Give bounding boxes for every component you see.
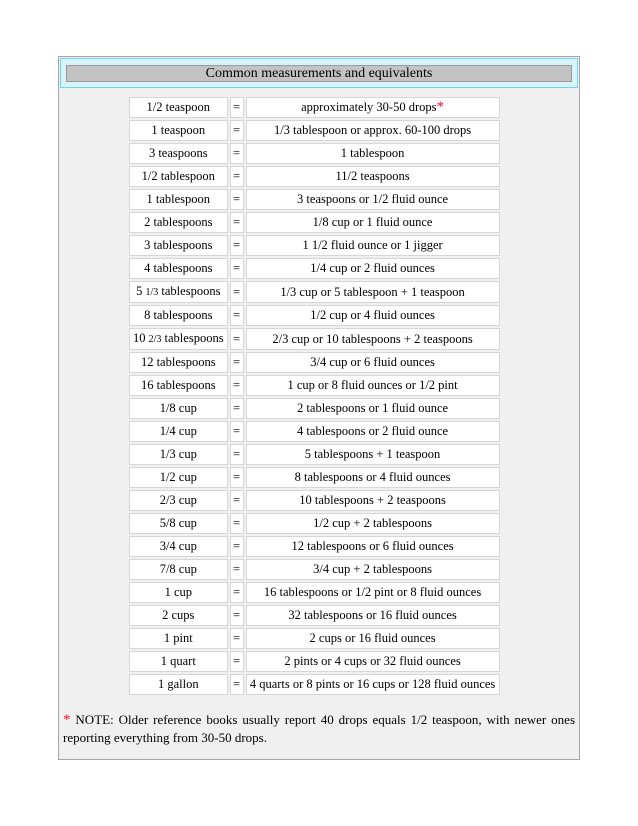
equivalent-cell [246,235,500,256]
equivalent-text: 16 tablespoons or 1/2 pint or 8 fluid ounces [263,585,482,599]
footnote-asterisk: * [63,712,71,728]
asterisk-mark: * [436,99,444,115]
amount-cell: 1/2 tablespoon [129,166,228,187]
equivalent-text: 1 cup or 8 fluid ounces or 1/2 pint [287,378,458,392]
equivalent-cell [246,212,500,233]
amount-cell: 2 cups [129,605,228,626]
equals-cell: = [230,143,244,164]
equals-cell: = [230,166,244,187]
equivalent-text: 1 1/2 fluid ounce or 1 jigger [302,238,443,252]
equivalent-cell [246,120,500,141]
equivalent-text: 4 quarts or 8 pints or 16 cups or 128 fluid ounces [249,677,496,691]
equivalent-cell [246,97,500,118]
equals-cell: = [230,258,244,279]
amount-part: tablespoons [161,284,221,298]
equals-cell: = [230,605,244,626]
table-row [129,467,500,488]
equivalent-text: 2 pints or 4 cups or 32 fluid ounces [284,654,461,668]
equivalents-table [127,95,502,697]
equivalents-table-body [129,97,500,695]
equivalent-cell [246,490,500,511]
equals-cell: = [230,536,244,557]
equivalent-cell [246,258,500,279]
equivalent-cell [246,305,500,326]
table-row [129,258,500,279]
amount-cell: 3/4 cup [129,536,228,557]
equals-cell: = [230,212,244,233]
table-row [129,444,500,465]
equals-cell: = [230,513,244,534]
equivalent-cell [246,674,500,695]
amount-cell: 1 teaspoon [129,120,228,141]
table-row [129,97,500,118]
equivalent-cell [246,398,500,419]
equivalent-text: 2/3 cup or 10 tablespoons + 2 teaspoons [272,331,473,346]
equivalent-text: 1/4 cup or 2 fluid ounces [310,261,435,275]
equivalent-text: 4 tablespoons or 2 fluid ounce [297,424,449,438]
equals-cell: = [230,281,244,303]
equivalent-cell [246,467,500,488]
table-row [129,559,500,580]
equivalent-cell [246,536,500,557]
table-row [129,421,500,442]
equivalent-text: 2 cups or 16 fluid ounces [309,631,436,645]
equivalent-text: 1/3 tablespoon or approx. 60-100 drops [273,123,472,137]
equals-cell: = [230,375,244,396]
equivalent-cell [246,281,500,303]
equivalent-text: 1/3 cup or 5 tablespoon + 1 teaspoon [280,284,465,299]
equals-cell: = [230,421,244,442]
amount-part: 10 [133,331,146,345]
amount-cell: 1 gallon [129,674,228,695]
amount-cell: 1 tablespoon [129,189,228,210]
table-row [129,398,500,419]
equals-cell: = [230,305,244,326]
amount-cell: 12 tablespoons [129,352,228,373]
amount-cell: 1/2 cup [129,467,228,488]
panel-title: Common measurements and equivalents [66,65,572,82]
amount-cell [129,281,228,303]
equivalent-text: 12 tablespoons or 6 fluid ounces [291,539,454,553]
amount-cell: 1/3 cup [129,444,228,465]
title-band [60,58,578,88]
amount-cell: 7/8 cup [129,559,228,580]
equivalent-cell [246,513,500,534]
equivalent-cell [246,143,500,164]
equivalent-text: 10 tablespoons + 2 teaspoons [299,493,446,507]
equivalent-text: 5 tablespoons + 1 teaspoon [304,447,441,461]
equivalent-cell [246,582,500,603]
measurements-panel [58,56,580,760]
table-row [129,582,500,603]
table-row [129,235,500,256]
equivalent-cell [246,559,500,580]
equivalent-cell [246,651,500,672]
table-row [129,281,500,303]
table-row [129,189,500,210]
equivalent-cell [246,189,500,210]
equivalent-text: 1/8 cup or 1 fluid ounce [312,215,433,229]
equals-cell: = [230,120,244,141]
equivalent-text: 1 tablespoon [340,146,405,160]
equivalent-text: 11/2 teaspoons [335,169,410,183]
amount-cell: 1/8 cup [129,398,228,419]
equals-cell: = [230,189,244,210]
equals-cell: = [230,235,244,256]
table-row [129,674,500,695]
amount-cell: 8 tablespoons [129,305,228,326]
amount-cell: 3 tablespoons [129,235,228,256]
equals-cell: = [230,444,244,465]
equivalent-cell [246,375,500,396]
equivalent-cell [246,352,500,373]
amount-cell: 1 quart [129,651,228,672]
table-row [129,375,500,396]
amount-cell: 1 cup [129,582,228,603]
amount-cell: 3 teaspoons [129,143,228,164]
amount-part: tablespoons [164,331,224,345]
table-row [129,605,500,626]
amount-part: 5 [136,284,143,298]
amount-cell [129,328,228,350]
equals-cell: = [230,674,244,695]
equivalent-text: 2 tablespoons or 1 fluid ounce [297,401,449,415]
equivalent-text: 3 teaspoons or 1/2 fluid ounce [297,192,449,206]
equivalent-text: 3/4 cup + 2 tablespoons [313,562,432,576]
equivalent-cell [246,166,500,187]
footnote-text: NOTE: Older reference books usually report 40 drops equals 1/2 teaspoon, with newer ones reporting everything from 30-50 drops. [63,712,576,745]
equivalent-cell [246,421,500,442]
amount-part: 2/3 [148,334,162,345]
equals-cell: = [230,398,244,419]
equals-cell: = [230,559,244,580]
equals-cell: = [230,352,244,373]
table-row [129,328,500,350]
table-row [129,305,500,326]
equivalent-cell [246,444,500,465]
amount-cell: 1/4 cup [129,421,228,442]
table-row [129,628,500,649]
amount-cell: 16 tablespoons [129,375,228,396]
table-row [129,490,500,511]
amount-cell: 1/2 teaspoon [129,97,228,118]
equivalent-text: 1/2 cup or 4 fluid ounces [310,308,435,322]
amount-part: 1/3 [145,287,159,298]
table-row [129,513,500,534]
equivalent-text: 8 tablespoons or 4 fluid ounces [294,470,451,484]
amount-cell: 5/8 cup [129,513,228,534]
equals-cell: = [230,651,244,672]
equivalent-text: 1/2 cup + 2 tablespoons [313,516,432,530]
amount-cell: 1 pint [129,628,228,649]
table-row [129,166,500,187]
equivalent-text: approximately 30-50 drops [301,100,437,114]
amount-cell: 2 tablespoons [129,212,228,233]
table-row [129,352,500,373]
table-wrap [127,95,502,697]
amount-cell: 2/3 cup [129,490,228,511]
equivalent-text: 32 tablespoons or 16 fluid ounces [288,608,457,622]
table-row [129,212,500,233]
table-row [129,120,500,141]
equals-cell: = [230,328,244,350]
equivalent-text: 3/4 cup or 6 fluid ounces [310,355,435,369]
equivalent-cell [246,628,500,649]
equals-cell: = [230,582,244,603]
equals-cell: = [230,467,244,488]
table-row [129,651,500,672]
equivalent-cell [246,328,500,350]
footnote [63,711,575,746]
table-row [129,143,500,164]
table-row [129,536,500,557]
equals-cell: = [230,628,244,649]
equals-cell: = [230,490,244,511]
equivalent-cell [246,605,500,626]
equals-cell: = [230,97,244,118]
amount-cell: 4 tablespoons [129,258,228,279]
